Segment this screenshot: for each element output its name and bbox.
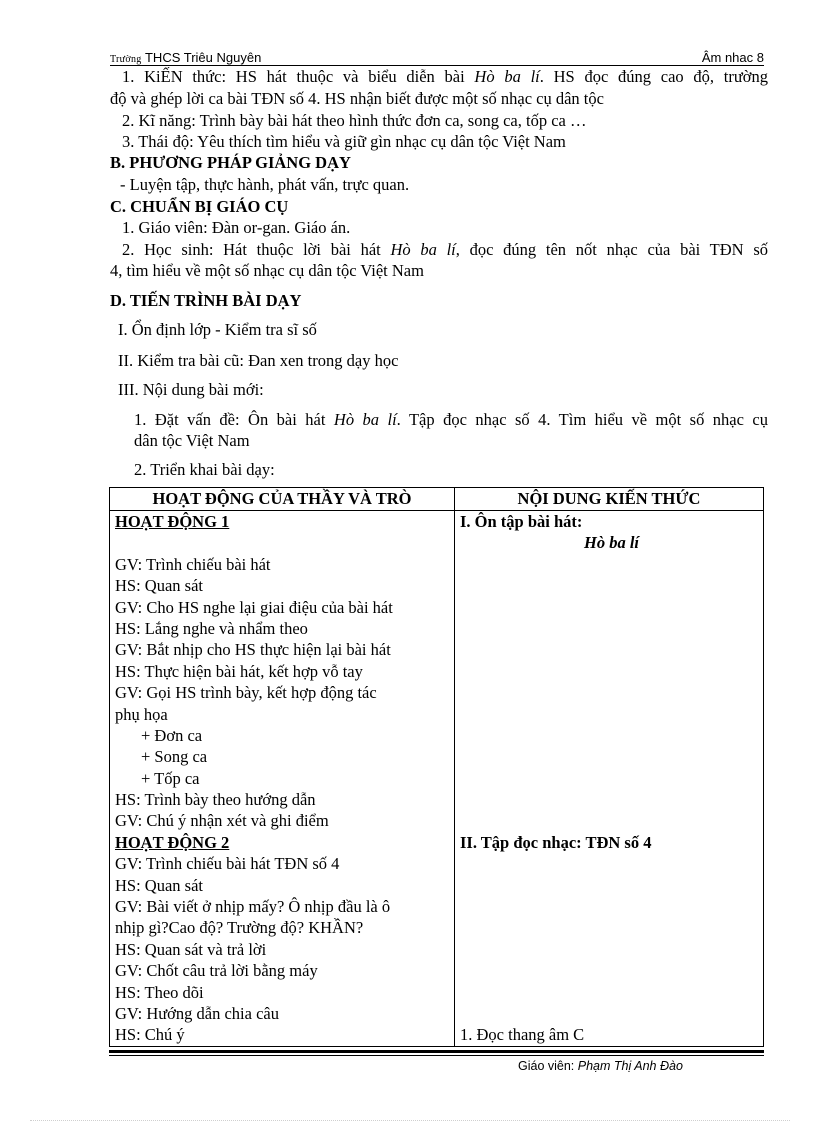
objective-skills: 2. Kĩ năng: Trình bày bài hát theo hình thức đơn ca, song ca, tốp ca … [122,111,587,130]
activity-line: GV: Hướng dẫn chia câu [115,1003,279,1023]
teacher-name: Phạm Thị Anh Đào [577,1059,683,1073]
performance-form: + Song ca [141,747,208,767]
lesson-intro-cont: dân tộc Việt Nam [134,431,250,450]
activity-line: HS: Quan sát và trả lời [115,939,267,959]
page-header [110,50,764,66]
activity-line: GV: Cho HS nghe lại giai điệu của bài hát [115,597,393,617]
activity-line: GV: Bắt nhịp cho HS thực hiện lại bài hát [115,640,391,660]
activity-line: HS: Quan sát [115,576,203,596]
page-bottom-dotted-line [30,1120,790,1121]
activity-line: HS: Quan sát [115,875,203,895]
section-d-title: D. TIẾN TRÌNH BÀI DẠY [110,291,302,310]
blank-line [115,532,454,553]
objective-knowledge-cont: độ và ghép lời ca bài TĐN số 4. HS nhận biết được một số nhạc cụ dân tộc [110,89,604,108]
section-b-content: - Luyện tập, thực hành, phát vấn, trực quan. [120,175,410,194]
activity-2-title: HOẠT ĐỘNG 2 [115,832,230,852]
column-header-content: NỘI DUNG KIẾN THỨC [455,488,764,511]
activity-line: GV: Bài viết ở nhịp mấy? Ô nhịp đầu là ô [115,897,391,917]
activity-line: phụ họa [115,704,168,724]
activity-line: GV: Chốt câu trả lời bằng máy [115,961,318,981]
teacher-label: Giáo viên: [518,1059,575,1073]
step-2: II. Kiểm tra bài cũ: Đan xen trong dạy học [118,351,399,370]
header-divider [110,65,764,66]
part-1-title: I. Ôn tập bài hát: [460,512,583,531]
prep-student: 2. Học sinh: Hát thuộc lời bài hát Hò ba lí, đọc đúng tên nốt nhạc của bài TĐN số [122,240,768,259]
activity-line: nhịp gì?Cao độ? Trường độ? KHẦN? [115,918,364,938]
part-1-song: Hò ba lí [583,533,639,553]
part-2-title: II. Tập đọc nhạc: TĐN số 4 [460,832,652,852]
footer-divider-thick [109,1050,764,1053]
section-b-title: B. PHƯƠNG PHÁP GIẢNG DẠY [110,153,351,172]
activity-line: GV: Trình chiếu bài hát [115,554,271,574]
performance-form: + Tốp ca [141,768,200,788]
step-3: III. Nội dung bài mới: [118,380,264,399]
activities-cell [110,511,455,1047]
subject-name: Âm nhac 8 [701,50,764,65]
activity-line: HS: Thực hiện bài hát, kết hợp vỗ tay [115,661,363,681]
activity-line: HS: Chú ý [115,1025,185,1045]
activity-line: HS: Lắng nghe và nhẩm theo [115,618,308,638]
step-1: I. Ổn định lớp - Kiểm tra sĩ số [118,320,317,339]
objective-knowledge: 1. KiẾN thức: HS hát thuộc và biểu diễn bài Hò ba lí. HS đọc đúng cao độ, trường [122,67,769,86]
content-cell [455,511,764,1047]
footer-divider-thin [109,1055,764,1056]
lesson-deploy: 2. Triển khai bài dạy: [134,460,275,479]
activity-line: GV: Gọi HS trình bày, kết hợp động tác [115,683,377,703]
prep-teacher: 1. Giáo viên: Đàn or-gan. Giáo án. [122,218,351,237]
section-c-title: C. CHUẨN BỊ GIÁO CỤ [110,197,289,216]
page-footer [518,1059,683,1073]
part-2-step-1: 1. Đọc thang âm C [460,1025,585,1045]
school-name: Trường THCS Triêu Nguyên [110,50,262,65]
activity-line: HS: Trình bày theo hướng dẫn [115,790,316,810]
lesson-intro: 1. Đặt vấn đề: Ôn bài hát Hò ba lí. Tập đọc nhạc số 4. Tìm hiểu về một số nhạc cụ [134,410,768,429]
lesson-plan-table [109,487,764,1047]
activity-line: GV: Trình chiếu bài hát TĐN số 4 [115,854,340,874]
performance-form: + Đơn ca [141,725,203,745]
activity-line: HS: Theo dõi [115,982,204,1002]
activity-1-title: HOẠT ĐỘNG 1 [115,512,230,531]
activity-line: GV: Chú ý nhận xét và ghi điểm [115,811,329,831]
column-header-activities: HOẠT ĐỘNG CỦA THẦY VÀ TRÒ [110,488,455,511]
objective-attitude: 3. Thái độ: Yêu thích tìm hiểu và giữ gìn nhạc cụ dân tộc Việt Nam [122,132,566,151]
prep-student-cont: 4, tìm hiểu về một số nhạc cụ dân tộc Việt Nam [110,261,424,280]
